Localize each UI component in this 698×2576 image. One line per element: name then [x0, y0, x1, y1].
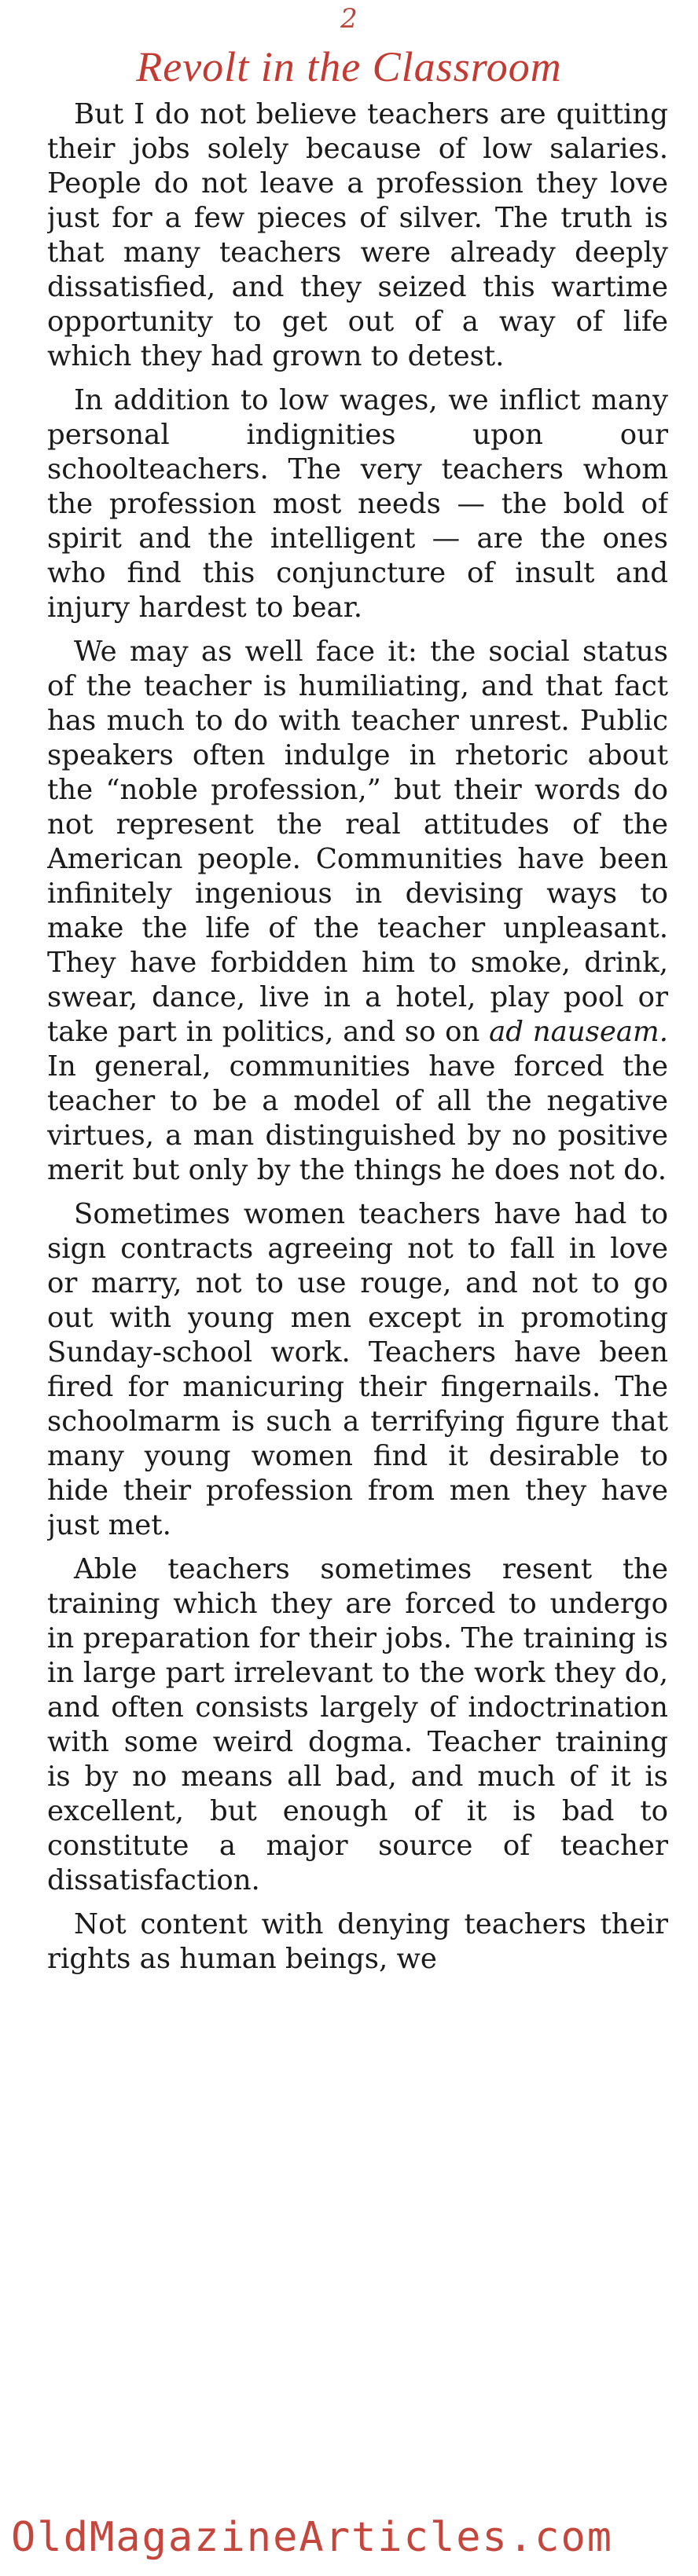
site-watermark: OldMagazineArticles.com [11, 2514, 614, 2561]
paragraph-3-text: We may as well face it: the social status of the teacher is humiliating, and that fact has much to do with teacher unrest. Public speakers often indulge in rhetoric about the “noble profession,” but their words do not represent the real attitudes of the American people. Communities have been infinitely ingenious in devising ways to make the life of the teacher unpleasant. They have forbidden him to smoke, drink, swear, dance, live in a hotel, play pool or take part in politics, and so on [47, 636, 668, 1048]
paragraph-1: But I do not believe teachers are quitting their jobs solely because of low salaries. People do not leave a profession they love just for a few pieces of silver. The truth is that many teachers were already deeply dissatisfied, and they seized this wartime opportunity to get out of a way of life which they had grown to detest. [47, 98, 668, 372]
paragraph-4: Sometimes women teachers have had to sign contracts agreeing not to fall in love or marry, not to use rouge, and not to go out with young men except in promoting Sunday-school work. Teachers have been fired for manicuring their fingernails. The schoolmarm is such a terrifying figure that many young women find it desirable to hide their profession from men they have just met. [47, 1198, 668, 1541]
ad-nauseam-italic: ad nauseam. [489, 1016, 668, 1048]
article-body [47, 97, 668, 2501]
article-title: Revolt in the Classroom [136, 43, 562, 90]
page-number: 2 [340, 3, 358, 35]
paragraph-3 [47, 635, 668, 1188]
paragraph-3-tail: In general, communities have forced the teacher to be a model of all the negative virtues, a man distinguished by no positive merit but only by the things he does not do. [47, 1050, 668, 1186]
paragraph-6: Not content with denying teachers their rights as human beings, we [47, 1908, 668, 1975]
paragraph-5: Able teachers sometimes resent the training which they are forced to undergo in preparation for their jobs. The training is in large part irrelevant to the work they do, and often consists largely of indoctrination with some weird dogma. Teacher training is by no means all bad, and much of it is excellent, but enough of it is bad to constitute a major source of teacher dissatisfaction. [47, 1553, 668, 1896]
paragraph-2: In addition to low wages, we inflict many personal indignities upon our schoolteachers. The very teachers whom the profession most needs — the bold of spirit and the intelligent — are the ones who find this conjuncture of insult and injury hardest to bear. [47, 384, 668, 624]
